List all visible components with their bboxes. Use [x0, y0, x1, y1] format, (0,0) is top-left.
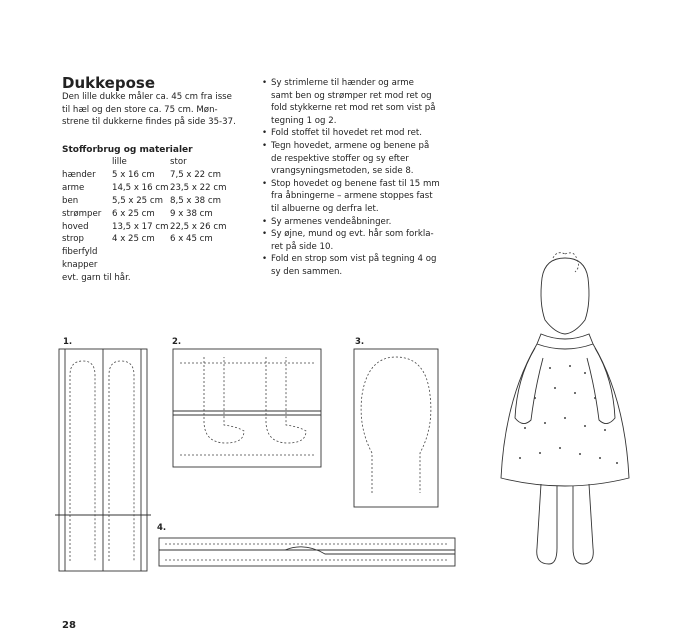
table-cell: 13,5 x 17 cm [112, 221, 169, 232]
figure-4-drawing [155, 530, 460, 575]
step-line: • Tegn hovedet, armene og benene på [271, 140, 430, 151]
list-item [262, 228, 472, 253]
table-row [62, 156, 226, 169]
doll-arm-left [515, 348, 543, 424]
table-row [62, 169, 226, 182]
list-item [262, 216, 472, 229]
table-cell: hænder [62, 169, 96, 180]
table-cell: arme [62, 182, 85, 193]
table-cell: strømper [62, 208, 102, 219]
step-line: sy den sammen. [271, 266, 343, 277]
list-item [262, 77, 472, 127]
table-cell: knapper [62, 260, 98, 271]
step-line: til albuerne og derfra let. [271, 203, 379, 214]
table-row [62, 272, 226, 285]
table-cell: 7,5 x 22 cm [170, 169, 221, 180]
figure-1-label: 1. [63, 337, 73, 347]
arm-pattern [70, 361, 95, 561]
doll-collar [537, 334, 593, 349]
table-cell [112, 259, 170, 272]
step-line: • Stop hovedet og benene fast til 15 mm [271, 178, 440, 189]
table-cell: 8,5 x 38 cm [170, 195, 221, 206]
instruction-list [262, 77, 472, 279]
leg-pattern [204, 357, 244, 443]
table-cell: 5,5 x 25 cm [112, 195, 163, 206]
figure-2-drawing [168, 343, 328, 471]
table-cell: 5 x 16 cm [112, 169, 155, 180]
doll-leg-left [537, 484, 557, 564]
list-item [262, 178, 472, 216]
figure-2-label: 2. [172, 337, 182, 347]
step-line: • Fold stoffet til hovedet ret mod ret. [271, 128, 422, 139]
intro-line: Den lille dukke måler ca. 45 cm fra isse [62, 92, 232, 102]
materials-heading: Stofforbrug og materialer [62, 145, 193, 155]
table-cell [170, 246, 226, 259]
table-cell: lille [112, 157, 127, 167]
intro-paragraph [62, 91, 262, 129]
strap-outline [159, 538, 455, 566]
table-row [62, 208, 226, 221]
doll-arm-right [587, 348, 615, 424]
step-line: tegning 1 og 2. [271, 115, 337, 126]
list-item [262, 253, 472, 278]
step-line: fra åbningerne – armene stoppes fast [271, 191, 433, 202]
table-row [62, 182, 226, 195]
intro-line: til hæl og den store ca. 75 cm. Møn- [62, 104, 218, 115]
table-row [62, 246, 226, 259]
table-cell: 22,5 x 26 cm [170, 221, 227, 232]
table-cell: 6 x 25 cm [112, 208, 155, 219]
doll-illustration [495, 248, 635, 573]
leg-pattern [266, 357, 306, 443]
step-line: • Sy armenes vendeåbninger. [271, 216, 392, 227]
figure-4-label: 4. [157, 523, 167, 533]
list-item [262, 127, 472, 140]
table-cell: 4 x 25 cm [112, 234, 155, 245]
figure-3-label: 3. [355, 337, 365, 347]
table-cell: 23,5 x 22 cm [170, 182, 227, 193]
step-line: de respektive stoffer og sy efter [271, 153, 409, 164]
table-row [62, 259, 226, 272]
table-cell: 9 x 38 cm [170, 208, 213, 219]
table-cell [170, 259, 226, 272]
head-pattern [361, 357, 431, 493]
table-cell: hoved [62, 221, 89, 232]
step-line: • Sy strimlerne til hænder og arme [271, 78, 414, 88]
table-cell: stor [170, 157, 187, 167]
table-cell: strop [62, 234, 84, 245]
doll-dress [501, 344, 629, 486]
table-cell [62, 156, 112, 169]
fabric-outline [354, 349, 438, 507]
table-row [62, 233, 226, 246]
step-line: samt ben og strømper ret mod ret og [271, 90, 432, 101]
figure-3-drawing [350, 343, 442, 511]
table-cell [112, 246, 170, 259]
doll-head [541, 258, 589, 334]
step-line: vrangsyningsmetoden, se side 8. [271, 166, 414, 177]
table-row [62, 221, 226, 234]
dress-dots [519, 365, 618, 464]
table-cell: ben [62, 195, 79, 206]
step-line: • Sy øjne, mund og evt. hår som forkla- [271, 229, 434, 240]
figure-1-drawing [55, 343, 155, 575]
doll-hair [553, 253, 579, 272]
doll-leg-right [573, 484, 593, 564]
table-cell: evt. garn til hår. [62, 273, 131, 284]
table-row [62, 195, 226, 208]
step-line: ret på side 10. [271, 241, 334, 252]
page-number: 28 [62, 620, 76, 631]
table-cell: fiberfyld [62, 247, 98, 258]
table-cell: 6 x 45 cm [170, 234, 213, 245]
fabric-outline [173, 349, 321, 467]
step-line: • Fold en strop som vist på tegning 4 og [271, 254, 437, 265]
step-line: fold stykkerne ret mod ret som vist på [271, 103, 436, 114]
list-item [262, 140, 472, 178]
materials-table [62, 156, 226, 285]
page-title: Dukkepose [62, 74, 155, 92]
intro-line: strene til dukkerne findes på side 35-37. [62, 117, 236, 127]
arm-pattern [109, 361, 134, 561]
table-cell: 14,5 x 16 cm [112, 182, 169, 193]
